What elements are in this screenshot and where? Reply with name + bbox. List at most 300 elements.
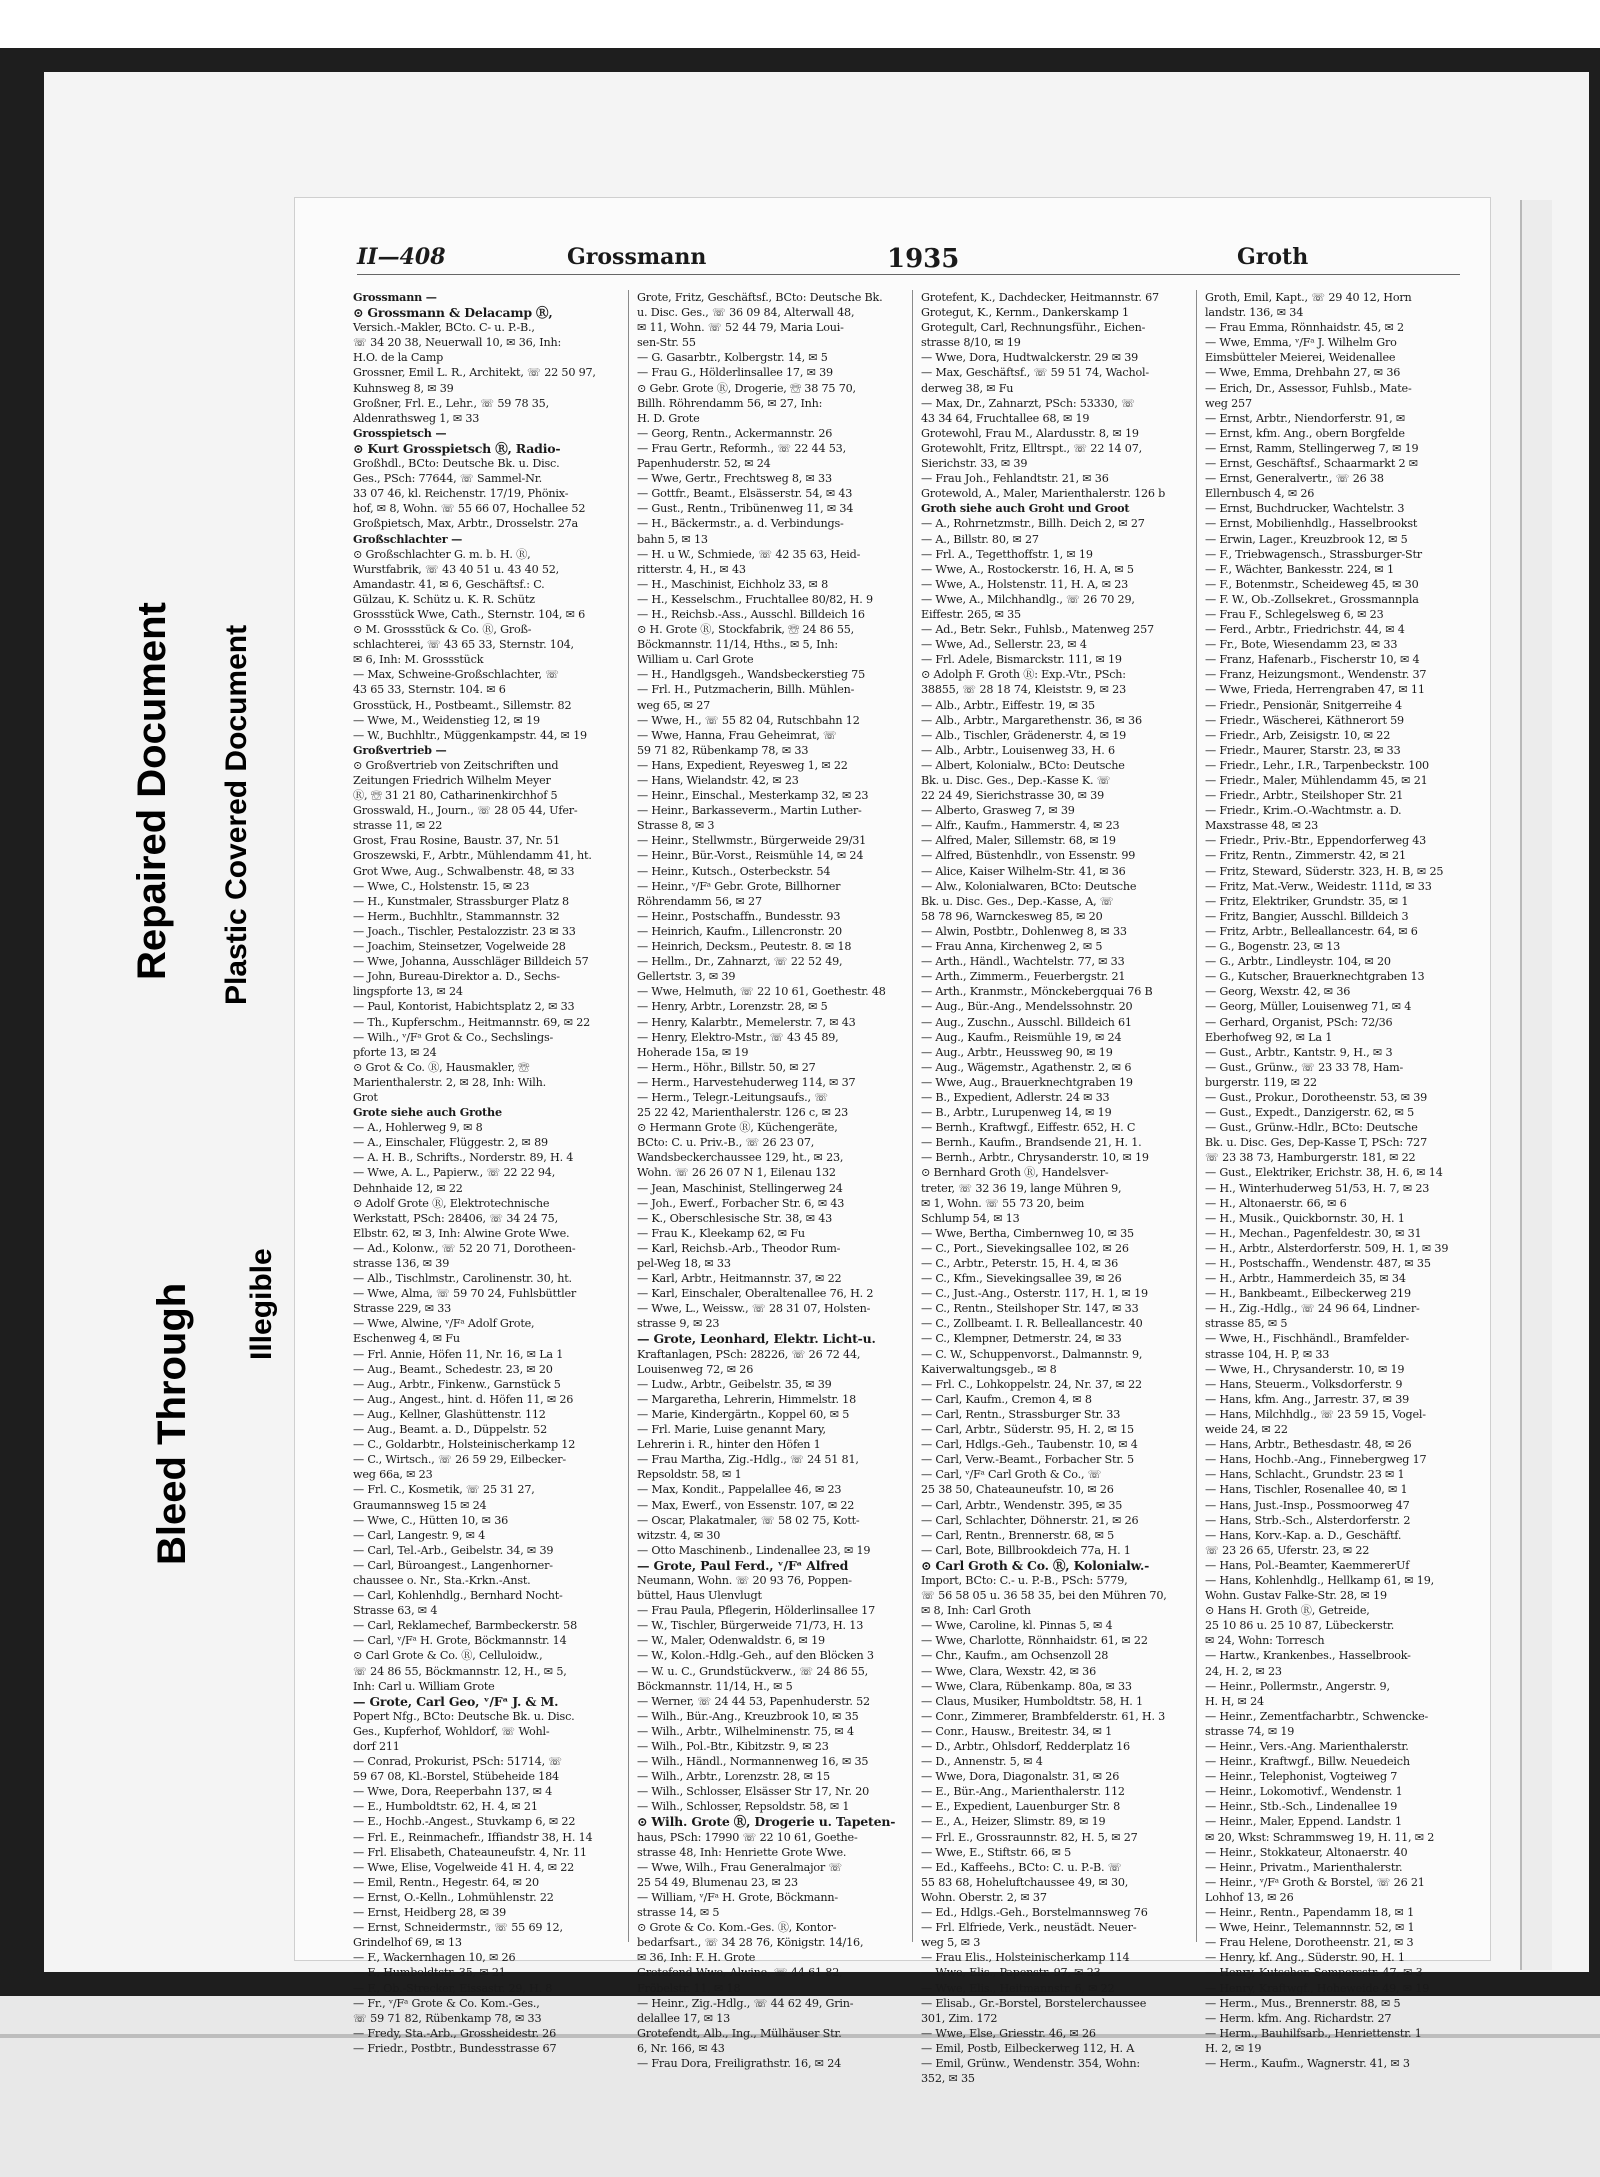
directory-entry: weide 24, ✉ 22 bbox=[1205, 1423, 1288, 1437]
directory-entry: Lehrerin i. R., hinter den Höfen 1 bbox=[637, 1438, 821, 1452]
directory-entry: — D., Annenstr. 5, ✉ 4 bbox=[921, 1755, 1043, 1769]
directory-entry: — A., Hohlerweg 9, ✉ 8 bbox=[353, 1121, 483, 1135]
directory-entry: ⊙ Adolf Grote Ⓡ, Elektrotechnische bbox=[353, 1196, 550, 1210]
directory-entry: — E., Hochb.-Angest., Stuvkamp 6, ✉ 22 bbox=[353, 1815, 576, 1829]
directory-entry: 24, H. 2, ✉ 23 bbox=[1205, 1664, 1282, 1678]
directory-entry: Grosspietsch — bbox=[353, 425, 447, 440]
directory-entry: Ⓡ, ☏ 31 21 80, Catharinenkirchhof 5 bbox=[353, 789, 558, 803]
directory-entry: — Wwe, Clara, Wexstr. 42, ✉ 36 bbox=[921, 1664, 1096, 1678]
directory-entry: Röhrendamm 56, ✉ 27 bbox=[637, 894, 762, 908]
directory-entry: — Frau Helene, Dorotheenstr. 21, ✉ 3 bbox=[1205, 1936, 1414, 1950]
directory-entry: Graumannsweg 15 ✉ 24 bbox=[353, 1498, 487, 1512]
directory-entry: dorf 211 bbox=[353, 1740, 400, 1753]
directory-entry: — Chr., Kaufm., am Ochsenzoll 28 bbox=[921, 1649, 1109, 1663]
directory-entry: H. D. Grote bbox=[637, 411, 700, 425]
directory-entry: — Frl. Adele, Bismarckstr. 111, ✉ 19 bbox=[921, 653, 1122, 667]
directory-entry: Eberhofweg 92, ✉ La 1 bbox=[1205, 1030, 1333, 1044]
directory-entry: — Emil, Grünw., Wendenstr. 354, Wohn: bbox=[921, 2056, 1140, 2070]
directory-entry: — Heinr., Postschaffn., Bundesstr. 93 bbox=[637, 909, 841, 923]
directory-entry: Inh: Carl u. William Grote bbox=[353, 1679, 495, 1693]
directory-entry: Werkstatt, PSch: 28406, ☏ 34 24 75, bbox=[353, 1211, 558, 1225]
directory-entry: — A. H. B., Schrifts., Norderstr. 89, H. 4 bbox=[353, 1151, 574, 1165]
directory-entry: — Ed., Hdlgs.-Geh., Borstelmannsweg 76 bbox=[921, 1906, 1148, 1920]
directory-entry: — H., Maschinist, Eichholz 33, ✉ 8 bbox=[637, 577, 828, 591]
directory-entry: — Herm., Bauhilfsarb., Henriettenstr. 1 bbox=[1205, 2026, 1422, 2040]
directory-entry: chaussee o. Nr., Sta.-Krkn.-Anst. bbox=[353, 1573, 531, 1587]
directory-entry: ⊙ Hans H. Groth Ⓡ, Getreide, bbox=[1205, 1604, 1370, 1618]
directory-entry: — Wwe, H., ☏ 55 82 04, Rutschbahn 12 bbox=[637, 713, 860, 727]
directory-entry: — Alb., Tischler, Grädenerstr. 4, ✉ 19 bbox=[921, 728, 1127, 742]
directory-entry: — Hartw., Krankenbes., Hasselbrook- bbox=[1205, 1649, 1411, 1663]
directory-entry: — Heinr., Stokkateur, Altonaerstr. 40 bbox=[1205, 1845, 1408, 1859]
directory-entry: Grotefent, K., Dachdecker, Heitmannstr. 67 bbox=[921, 291, 1159, 304]
directory-entry: ✉ 1, Wohn. ☏ 55 73 20, beim bbox=[921, 1196, 1085, 1210]
directory-columns bbox=[353, 290, 1472, 2086]
directory-entry: — Wilh., Händl., Normannenweg 16, ✉ 35 bbox=[637, 1755, 869, 1769]
directory-entry: — Aug., Bür.-Ang., Mendelssohnstr. 20 bbox=[921, 1000, 1133, 1014]
directory-entry: Elbstr. 62, ✉ 3, Inh: Alwine Grote Wwe. bbox=[353, 1226, 570, 1240]
directory-entry: — Friedr., Priv.-Btr., Eppendorferweg 43 bbox=[1205, 834, 1427, 848]
directory-entry: — Werner, ☏ 24 44 53, Papenhuderstr. 52 bbox=[637, 1694, 870, 1708]
directory-entry: — Frl. E., Reinmachefr., Iffiandstr 38, H. 14 bbox=[353, 1830, 593, 1844]
label-bleed-through: Bleed Through bbox=[150, 1282, 194, 1565]
directory-entry: — Aug., Arbtr., Finkenw., Garnstück 5 bbox=[353, 1377, 561, 1391]
directory-entry: — Alb., Arbtr., Louisenweg 33, H. 6 bbox=[921, 743, 1115, 757]
directory-entry: — Arth., Zimmerm., Feuerbergstr. 21 bbox=[921, 970, 1126, 984]
directory-entry: — Ferd., Arbtr., Friedrichstr. 44, ✉ 4 bbox=[1205, 623, 1405, 637]
directory-entry: Wohn. ☏ 26 26 07 N 1, Eilenau 132 bbox=[637, 1166, 836, 1180]
directory-entry: — H., Musik., Quickbornstr. 30, H. 1 bbox=[1205, 1211, 1405, 1225]
directory-entry: — Gust., Rentn., Tribünenweg 11, ✉ 34 bbox=[637, 502, 854, 516]
directory-entry: strasse 74, ✉ 19 bbox=[1205, 1724, 1295, 1738]
directory-entry: — Heinr., Barkasseverm., Martin Luther- bbox=[637, 804, 862, 818]
directory-entry: landstr. 136, ✉ 34 bbox=[1205, 306, 1304, 320]
directory-entry: — Herm. kfm. Ang. Richardstr. 27 bbox=[1205, 2011, 1392, 2025]
directory-entry: — Ernst, Heidberg 28, ✉ 39 bbox=[353, 1906, 507, 1920]
directory-entry: — Gust., Grünw.-Hdlr., BCto: Deutsche bbox=[1205, 1121, 1418, 1135]
directory-entry: — Frl. A., Tegetthoffstr. 1, ✉ 19 bbox=[921, 547, 1093, 561]
directory-entry: strasse 11, ✉ 22 bbox=[353, 819, 443, 833]
directory-column-1 bbox=[353, 290, 620, 2055]
directory-column-2 bbox=[637, 290, 904, 2070]
header-right-word: Groth bbox=[1237, 244, 1309, 270]
directory-entry: — Frl. Elisabeth, Chateauneufstr. 4, Nr. 11 bbox=[353, 1845, 587, 1859]
directory-entry: — Henry, Elektro-Mstr., ☏ 43 45 89, bbox=[637, 1030, 839, 1044]
directory-entry: Großschlachter — bbox=[353, 531, 463, 546]
directory-entry: — Karl, Reichsb.-Arb., Theodor Rum- bbox=[637, 1241, 841, 1255]
directory-entry: Aldenrathsweg 1, ✉ 33 bbox=[353, 411, 480, 425]
directory-entry: — Wwe, C., Hütten 10, ✉ 36 bbox=[353, 1513, 509, 1527]
directory-entry: — B., Arbtr., Lurupenweg 14, ✉ 19 bbox=[921, 1106, 1112, 1120]
directory-entry: — Wwe, Dora, Reeperbahn 137, ✉ 4 bbox=[353, 1785, 553, 1799]
directory-entry: — Hans, Korv.-Kap. a. D., Geschäftf. bbox=[1205, 1528, 1402, 1542]
directory-entry: — Carl, Kaufm., Cremon 4, ✉ 8 bbox=[921, 1392, 1092, 1406]
directory-entry: 25 54 49, Blumenau 23, ✉ 23 bbox=[637, 1875, 798, 1889]
directory-entry: — Wwe, Clara, Rübenkamp. 80a, ✉ 33 bbox=[921, 1679, 1132, 1693]
directory-entry: — Ad., Betr. Sekr., Fuhlsb., Matenweg 257 bbox=[921, 623, 1154, 637]
directory-entry: — Fritz, Rentn., Zimmerstr. 42, ✉ 21 bbox=[1205, 849, 1406, 863]
directory-entry: — E., Bür.-Ang., Marienthalerstr. 112 bbox=[921, 1785, 1125, 1799]
directory-entry: — Frl. Annie, Höfen 11, Nr. 16, ✉ La 1 bbox=[353, 1347, 564, 1361]
directory-entry: — Alfred, Maler, Sillemstr. 68, ✉ 19 bbox=[921, 834, 1116, 848]
directory-entry: Grotegut, K., Kernm., Dankerskamp 1 bbox=[921, 306, 1129, 320]
directory-entry: ritterstr. 4, H., ✉ 43 bbox=[637, 562, 746, 576]
column-divider bbox=[628, 290, 629, 1942]
directory-entry: bedarfsart., ☏ 34 28 76, Königstr. 14/16, bbox=[637, 1936, 864, 1950]
directory-entry: ⊙ Carl Grote & Co. Ⓡ, Celluloidw., bbox=[353, 1649, 543, 1663]
directory-entry: — Grote, Paul Ferd., ᵛ/Fᵃ Alfred bbox=[637, 1557, 849, 1573]
directory-entry: strasse 48, Inh: Henriette Grote Wwe. bbox=[637, 1845, 847, 1859]
directory-entry: — Wwe, Bertha, Cimbernweg 10, ✉ 35 bbox=[921, 1226, 1134, 1240]
adjacent-page-edge bbox=[1520, 200, 1552, 1970]
page-number: II—408 bbox=[357, 244, 446, 270]
directory-entry: — Gerhard, Organist, PSch: 72/36 bbox=[1205, 1015, 1393, 1029]
directory-entry: — Elisab., Gr.-Borstel, Borstelerchaussee bbox=[921, 1996, 1147, 2010]
directory-entry: — Herm., Höhr., Billstr. 50, ✉ 27 bbox=[637, 1060, 816, 1074]
directory-entry: — Alb., Tischlmstr., Carolinenstr. 30, ht. bbox=[353, 1272, 572, 1286]
directory-entry: Wurstfabrik, ☏ 43 40 51 u. 43 40 52, bbox=[353, 562, 560, 576]
directory-entry: — Henry, kf. Ang., Süderstr. 90, H. 1 bbox=[1205, 1951, 1405, 1965]
directory-entry: ☏ 23 26 65, Uferstr. 23, ✉ 22 bbox=[1205, 1543, 1370, 1557]
directory-entry: Grot Wwe, Aug., Schwalbenstr. 48, ✉ 33 bbox=[353, 864, 575, 878]
directory-entry: 25 22 42, Marienthalerstr. 126 c, ✉ 23 bbox=[637, 1106, 849, 1120]
directory-entry: — Conrad, Prokurist, PSch: 51714, ☏ bbox=[353, 1755, 563, 1769]
directory-entry: — Max, Geschäftsf., ☏ 59 51 74, Wachol- bbox=[921, 366, 1149, 380]
directory-entry: Amandastr. 41, ✉ 6, Geschäftsf.: C. bbox=[353, 577, 545, 591]
directory-entry: Groszewski, F., Arbtr., Mühlendamm 41, ht. bbox=[353, 849, 592, 863]
directory-entry: haus, PSch: 17990 ☏ 22 10 61, Goethe- bbox=[637, 1830, 858, 1844]
directory-entry: — H., Postschaffn., Wendenstr. 487, ✉ 35 bbox=[1205, 1257, 1431, 1270]
directory-entry: — H., Kunstmaler, Strassburger Platz 8 bbox=[353, 894, 569, 908]
page-header bbox=[357, 244, 1460, 275]
directory-entry: 33 07 46, kl. Reichenstr. 17/19, Phönix- bbox=[353, 487, 569, 501]
directory-entry: Neumann, Wohn. ☏ 20 93 76, Poppen- bbox=[637, 1573, 852, 1587]
directory-entry: ✉ 11, Wohn. ☏ 52 44 79, Maria Loui- bbox=[637, 321, 844, 335]
directory-entry: ☏ 59 71 82, Rübenkamp 78, ✉ 33 bbox=[353, 2011, 542, 2025]
directory-entry: — Friedr., Lehr., I.R., Tarpenbeckstr. 100 bbox=[1205, 758, 1429, 772]
directory-entry: — Frau Paula, Pflegerin, Hölderlinsallee 17 bbox=[637, 1604, 875, 1618]
directory-entry: — C., Wirtsch., ☏ 26 59 29, Eilbecker- bbox=[353, 1453, 566, 1467]
directory-entry: — Carl, Tel.-Arb., Geibelstr. 34, ✉ 39 bbox=[353, 1543, 554, 1557]
directory-entry: weg 65, ✉ 27 bbox=[637, 698, 711, 712]
directory-entry: — Ernst, Arbtr., Niendorferstr. 91, ✉ bbox=[1205, 411, 1406, 425]
directory-entry: ☏ 56 58 05 u. 36 58 35, bei den Mühren 70, bbox=[921, 1589, 1167, 1603]
directory-entry: 25 10 86 u. 25 10 87, Lübeckerstr. bbox=[1205, 1619, 1395, 1633]
directory-entry: — Friedr., Arbtr., Steilshoper Str. 21 bbox=[1205, 789, 1404, 803]
directory-entry: — Ernst, Mobilienhdlg., Hasselbrookst bbox=[1205, 517, 1418, 531]
header-year: 1935 bbox=[887, 244, 960, 274]
directory-entry: — Wwe, H., Chrysanderstr. 10, ✉ 19 bbox=[1205, 1362, 1405, 1376]
directory-entry: ✉ 8, Inh: Carl Groth bbox=[921, 1604, 1031, 1618]
directory-entry: — Frl. Elfriede, Verk., neustädt. Neuer- bbox=[921, 1921, 1137, 1935]
directory-entry: — Carl, Arbtr., Wendenstr. 395, ✉ 35 bbox=[921, 1498, 1123, 1512]
directory-entry: Grosswald, H., Journ., ☏ 28 05 44, Ufer- bbox=[353, 804, 578, 818]
directory-entry: ⊙ Bernhard Groth Ⓡ, Handelsver- bbox=[921, 1166, 1109, 1180]
directory-entry: — Friedr., Pensionär, Snitgerreihe 4 bbox=[1205, 698, 1402, 712]
directory-entry: — H., Kesselschm., Fruchtallee 80/82, H. 9 bbox=[637, 592, 873, 606]
directory-entry: — Aug., Kaufm., Reismühle 19, ✉ 24 bbox=[921, 1030, 1122, 1044]
directory-entry: — Wwe, Aug., Brauerknechtgraben 19 bbox=[921, 1075, 1133, 1089]
directory-entry: Gellertstr. 3, ✉ 39 bbox=[637, 970, 736, 984]
directory-entry: — Wilh., Pol.-Btr., Kibitzstr. 9, ✉ 23 bbox=[637, 1740, 829, 1753]
directory-entry: — Heinr., Kutsch., Osterbeckstr. 54 bbox=[637, 864, 831, 878]
directory-entry: 43 34 64, Fruchtallee 68, ✉ 19 bbox=[921, 411, 1090, 425]
directory-entry: — Ernst, Generalvertr., ☏ 26 38 bbox=[1205, 472, 1384, 486]
directory-entry: — Wwe, Elise, Vogelweide 41 H. 4, ✉ 22 bbox=[353, 1860, 575, 1874]
directory-entry: — Wilh., ᵛ/Fᵃ Grot & Co., Sechslings- bbox=[353, 1030, 554, 1044]
directory-entry: — Heinr., Maler, Eppend. Landstr. 1 bbox=[1205, 1815, 1402, 1829]
directory-entry: — Frl. C., Lohkoppelstr. 24, Nr. 37, ✉ 22 bbox=[921, 1377, 1142, 1391]
directory-entry: Kuhnsweg 8, ✉ 39 bbox=[353, 381, 454, 395]
directory-entry: Repsoldstr. 58, ✉ 1 bbox=[637, 1468, 742, 1482]
directory-entry: — Wwe, Emma, ᵛ/Fᵃ J. Wilhelm Gro bbox=[1205, 336, 1397, 350]
directory-entry: — H., Zig.-Hdlg., ☏ 24 96 64, Lindner- bbox=[1205, 1302, 1420, 1316]
directory-entry: — E., Humboldtstr. 62, H. 4, ✉ 21 bbox=[353, 1800, 538, 1814]
directory-entry: — Hans, Strb.-Sch., Alsterdorferstr. 2 bbox=[1205, 1513, 1411, 1527]
directory-entry: — Hans, Pol.-Beamter, KaemmererUf bbox=[1205, 1558, 1410, 1572]
directory-entry: — Carl, Schlachter, Döhnerstr. 21, ✉ 26 bbox=[921, 1513, 1139, 1527]
directory-entry: 59 71 82, Rübenkamp 78, ✉ 33 bbox=[637, 743, 809, 757]
directory-entry: — Carl, Bote, Billbrookdeich 77a, H. 1 bbox=[921, 1543, 1131, 1557]
directory-entry: — C. W., Schuppenvorst., Dalmannstr. 9, bbox=[921, 1347, 1143, 1361]
directory-entry: — Max, Kondit., Pappelallee 46, ✉ 23 bbox=[637, 1483, 842, 1497]
directory-entry: — Max, Dr., Zahnarzt, PSch: 53330, ☏ bbox=[921, 396, 1135, 410]
directory-entry: — Hans, Tischler, Rosenallee 40, ✉ 1 bbox=[1205, 1483, 1408, 1497]
directory-entry: ⊙ Hermann Grote Ⓡ, Küchengeräte, bbox=[637, 1121, 838, 1135]
directory-entry: — Wwe, Charlotte, Rönnhaidstr. 61, ✉ 22 bbox=[921, 1634, 1148, 1648]
directory-entry: — G., Bogenstr. 23, ✉ 13 bbox=[1205, 940, 1341, 954]
directory-entry: — Heinr., Telephonist, Vogteiweg 7 bbox=[1205, 1770, 1398, 1784]
directory-entry: weg 66a, ✉ 23 bbox=[353, 1468, 433, 1482]
directory-entry: — Frl. C., Kosmetik, ☏ 25 31 27, bbox=[353, 1483, 535, 1497]
directory-entry: — D., Arbtr., Ohlsdorf, Redderplatz 16 bbox=[921, 1740, 1130, 1753]
directory-entry: — Herm., Buchhltr., Stammannstr. 32 bbox=[353, 909, 560, 923]
directory-entry: ⊙ Grot & Co. Ⓡ, Hausmakler, ☏ bbox=[353, 1060, 530, 1074]
directory-entry: — H., Arbtr., Alsterdorferstr. 509, H. 1, ✉ 39 bbox=[1205, 1241, 1449, 1255]
directory-entry: — Fritz, Elektriker, Grundstr. 35, ✉ 1 bbox=[1205, 894, 1409, 908]
directory-entry: — A., Rohrnetzmstr., Billh. Deich 2, ✉ 27 bbox=[921, 517, 1145, 531]
directory-entry: — Carl, Hdlgs.-Geh., Taubenstr. 10, ✉ 4 bbox=[921, 1438, 1138, 1452]
directory-entry: — Gust., Expedt., Danzigerstr. 62, ✉ 5 bbox=[1205, 1106, 1415, 1120]
label-plastic-covered: Plastic Covered Document bbox=[220, 624, 253, 1005]
directory-entry: — Aug., Arbtr., Heussweg 90, ✉ 19 bbox=[921, 1045, 1113, 1059]
directory-entry: — Franz, Hafenarb., Fischerstr 10, ✉ 4 bbox=[1205, 653, 1420, 667]
directory-entry: Marienthalerstr. 2, ✉ 28, Inh: Wilh. bbox=[353, 1075, 546, 1089]
directory-entry: Wohn. Oberstr. 2, ✉ 37 bbox=[921, 1890, 1047, 1904]
directory-entry: Kraftanlagen, PSch: 28226, ☏ 26 72 44, bbox=[637, 1347, 861, 1361]
directory-entry: Grotegult, Carl, Rechnungsführ., Eichen- bbox=[921, 321, 1146, 335]
directory-entry: delallee 17, ✉ 13 bbox=[637, 2011, 731, 2025]
directory-entry: — Frau Elis., Holsteinischerkamp 114 bbox=[921, 1951, 1130, 1965]
directory-entry: — Ad., Kolonw., ☏ 52 20 71, Dorotheen- bbox=[353, 1241, 576, 1255]
directory-entry: Großpietsch, Max, Arbtr., Drosselstr. 27a bbox=[353, 517, 578, 531]
directory-column-4 bbox=[1205, 290, 1472, 2070]
directory-entry: sen-Str. 55 bbox=[637, 336, 696, 350]
directory-entry: — W. u. C., Grundstückverw., ☏ 24 86 55, bbox=[637, 1664, 869, 1678]
directory-entry: Schlump 54, ✉ 13 bbox=[921, 1211, 1020, 1225]
directory-entry: — W., Tischler, Bürgerweide 71/73, H. 13 bbox=[637, 1619, 864, 1633]
directory-entry: — C., Port., Sievekingsallee 102, ✉ 26 bbox=[921, 1241, 1129, 1255]
directory-entry: derweg 38, ✉ Fu bbox=[921, 381, 1014, 395]
directory-entry: — H., Handlgsgeh., Wandsbeckerstieg 75 bbox=[637, 668, 865, 682]
directory-entry: — Wwe, Hanna, Frau Geheimrat, ☏ bbox=[637, 728, 837, 742]
directory-entry: Fröbelstr. 11, ✉ 18 bbox=[637, 1981, 741, 1995]
directory-entry: — Hans, Schlacht., Grundstr. 23 ✉ 1 bbox=[1205, 1468, 1405, 1482]
directory-entry: — Alfred, Büstenhdlr., von Essenstr. 99 bbox=[921, 849, 1136, 863]
directory-entry: 301, Zim. 172 bbox=[921, 2011, 998, 2025]
directory-entry: — Heinr., Lokomotivf., Wendenstr. 1 bbox=[1205, 1785, 1403, 1799]
directory-entry: strasse 104, H. P, ✉ 33 bbox=[1205, 1347, 1330, 1361]
directory-entry: — E., Expedient, Lauenburger Str. 8 bbox=[921, 1800, 1121, 1814]
directory-entry: — Frl. H., Putzmacherin, Billh. Mühlen- bbox=[637, 683, 855, 697]
directory-entry: — C., Klempner, Detmerstr. 24, ✉ 33 bbox=[921, 1332, 1122, 1346]
directory-entry: — F. W., Ob.-Zollsekret., Grossmannpla bbox=[1205, 592, 1419, 606]
directory-entry: — Gust., Arbtr., Kantstr. 9, H., ✉ 3 bbox=[1205, 1045, 1393, 1059]
directory-entry: — C., Kfm., Sievekingsallee 39, ✉ 26 bbox=[921, 1272, 1122, 1286]
directory-entry: Bk. u. Disc. Ges, Dep-Kasse T, PSch: 727 bbox=[1205, 1136, 1427, 1150]
directory-entry: — Wilh., Schlosser, Elsässer Str 17, Nr. 20 bbox=[637, 1785, 870, 1799]
directory-entry: — Erich, Dr., Assessor, Fuhlsb., Mate- bbox=[1205, 381, 1412, 395]
directory-entry: — Heinrich, Decksm., Peutestr. 8. ✉ 18 bbox=[637, 940, 852, 954]
directory-entry: Ellernbusch 4, ✉ 26 bbox=[1205, 487, 1315, 501]
directory-entry: — William, ᵛ/Fᵃ H. Grote, Böckmann- bbox=[637, 1890, 838, 1904]
directory-entry: ⊙ Grote & Co. Kom.-Ges. Ⓡ, Kontor- bbox=[637, 1921, 837, 1935]
directory-entry: — Max, Ewerf., von Essenstr. 107, ✉ 22 bbox=[637, 1498, 855, 1512]
directory-entry: — John, Bureau-Direktor a. D., Sechs- bbox=[353, 970, 560, 984]
directory-entry: — Heinr., Kraftwgf., Billw. Neuedeich bbox=[1205, 1755, 1410, 1769]
directory-entry: — Heinr., Stb.-Sch., Lindenallee 19 bbox=[1205, 1800, 1398, 1814]
directory-entry: — Jean, Maschinist, Stellingerweg 24 bbox=[637, 1181, 843, 1195]
directory-entry: — Carl, ᵛ/Fᵃ H. Grote, Böckmannstr. 14 bbox=[353, 1634, 567, 1648]
directory-entry: — Heinrich, Kaufm., Lillencronstr. 20 bbox=[637, 924, 842, 938]
directory-entry: — Wwe, Ad., Sellerstr. 23, ✉ 4 bbox=[921, 638, 1087, 652]
directory-entry: — E., A., Heizer, Slimstr. 89, ✉ 19 bbox=[921, 1815, 1106, 1829]
directory-entry: — Oscar, Plakatmaler, ☏ 58 02 75, Kott- bbox=[637, 1513, 860, 1527]
directory-entry: pforte 13, ✉ 24 bbox=[353, 1045, 437, 1059]
directory-entry: strasse 9, ✉ 23 bbox=[637, 1317, 720, 1331]
directory-entry: Großhdl., BCto: Deutsche Bk. u. Disc. bbox=[353, 457, 560, 471]
directory-entry: — Wwe, Else, Griesstr. 46, ✉ 26 bbox=[921, 2026, 1096, 2040]
header-left-word: Grossmann bbox=[567, 244, 707, 270]
directory-entry: Grossmann — bbox=[353, 290, 437, 304]
directory-entry: ✉ 6, Inh: M. Grossstück bbox=[353, 653, 484, 667]
directory-entry: — Friedr., Maler, Mühlendamm 45, ✉ 21 bbox=[1205, 774, 1428, 787]
directory-entry: ⊙ Wilh. Grote Ⓡ, Drogerie u. Tapeten- bbox=[637, 1814, 896, 1830]
directory-entry: ⊙ H. Grote Ⓡ, Stockfabrik, ☏ 24 86 55, bbox=[637, 623, 855, 637]
directory-entry: Grotewohl, Frau M., Alardusstr. 8, ✉ 19 bbox=[921, 426, 1139, 440]
directory-entry: — Wwe, M., Weidenstieg 12, ✉ 19 bbox=[353, 713, 540, 727]
directory-entry: — Aug., Wägemstr., Agathenstr. 2, ✉ 6 bbox=[921, 1060, 1132, 1074]
directory-entry: — Wwe, Elis., Heitmannstr. 6, ✉ 22 bbox=[921, 1981, 1115, 1995]
directory-entry: — Frau Martha, Zig.-Hdlg., ☏ 24 51 81, bbox=[637, 1453, 859, 1467]
directory-entry: strasse 8/10, ✉ 19 bbox=[921, 336, 1021, 350]
directory-entry: 25 38 50, Chateauneufstr. 10, ✉ 26 bbox=[921, 1483, 1114, 1497]
directory-entry: — Wwe, A., Milchhandlg., ☏ 26 70 29, bbox=[921, 592, 1135, 606]
directory-entry: — Gottfr., Beamt., Elsässerstr. 54, ✉ 43 bbox=[637, 487, 853, 501]
directory-entry: — C., Rentn., Steilshoper Str. 147, ✉ 33 bbox=[921, 1302, 1139, 1316]
directory-entry: — Heinr., Zementfacharbtr., Schwencke- bbox=[1205, 1709, 1429, 1723]
directory-entry: H. 2, ✉ 19 bbox=[1205, 2041, 1262, 2055]
directory-entry: — H., Bankbeamt., Eilbeckerweg 219 bbox=[1205, 1287, 1411, 1301]
directory-entry: Grossner, Emil L. R., Architekt, ☏ 22 50 97, bbox=[353, 366, 596, 380]
directory-entry: — Wwe, Alwine, ᵛ/Fᵃ Adolf Grote, bbox=[353, 1317, 535, 1331]
directory-entry: — Gust., Elektriker, Erichstr. 38, H. 6, ✉ 14 bbox=[1205, 1166, 1443, 1180]
directory-entry: — Frau Anna, Kirchenweg 2, ✉ 5 bbox=[921, 940, 1103, 954]
directory-entry: — Conr., Zimmerer, Brambfelderstr. 61, H. 3 bbox=[921, 1709, 1166, 1723]
directory-entry: — Hans, Hochb.-Ang., Finnebergweg 17 bbox=[1205, 1453, 1427, 1467]
directory-entry: — Henry, Arbtr., Lorenzstr. 28, ✉ 5 bbox=[637, 1000, 828, 1014]
directory-entry: — Heinr., Einschal., Mesterkamp 32, ✉ 23 bbox=[637, 789, 869, 803]
directory-entry: Grotewold, A., Maler, Marienthalerstr. 126 b bbox=[921, 487, 1166, 501]
directory-entry: Strasse 8, ✉ 3 bbox=[637, 819, 715, 833]
directory-entry: — Aug., Beamt. a. D., Düppelstr. 52 bbox=[353, 1423, 548, 1437]
directory-entry: strasse 85, ✉ 5 bbox=[1205, 1317, 1288, 1331]
directory-entry: Eiffestr. 265, ✉ 35 bbox=[921, 607, 1021, 621]
directory-entry: lingspforte 13, ✉ 24 bbox=[353, 985, 463, 999]
directory-entry: — Alwin, Postbtr., Dohlenweg 8, ✉ 33 bbox=[921, 924, 1127, 938]
directory-entry: — H., Arbtr., Hammerdeich 35, ✉ 34 bbox=[1205, 1272, 1406, 1286]
directory-entry: Bk. u. Disc. Ges., Dep.-Kasse K. ☏ bbox=[921, 774, 1111, 787]
directory-entry: Louisenweg 72, ✉ 26 bbox=[637, 1362, 754, 1376]
label-repaired: Repaired Document bbox=[130, 602, 174, 980]
directory-entry: — Heinr., Zig.-Hdlg., ☏ 44 62 49, Grin- bbox=[637, 1996, 854, 2010]
directory-entry: — A., Einschaler, Flüggestr. 2, ✉ 89 bbox=[353, 1136, 548, 1150]
directory-entry: — K., Oberschlesische Str. 38, ✉ 43 bbox=[637, 1211, 833, 1225]
directory-entry: — Otto Maschinenb., Lindenallee 23, ✉ 19 bbox=[637, 1543, 871, 1557]
directory-entry: Wohn. Gustav Falke-Str. 28, ✉ 19 bbox=[1205, 1589, 1387, 1603]
directory-entry: Hoherade 15a, ✉ 19 bbox=[637, 1045, 749, 1059]
directory-entry: — Frau Gertr., Reformh., ☏ 22 44 53, bbox=[637, 441, 846, 455]
directory-entry: weg 257 bbox=[1205, 396, 1252, 410]
directory-entry: H. H, ✉ 24 bbox=[1205, 1694, 1264, 1708]
directory-entry: — H., Altonaerstr. 66, ✉ 6 bbox=[1205, 1196, 1347, 1210]
directory-entry: — Wwe, Elis., Papenstr. 97, ✉ 23 bbox=[921, 1966, 1101, 1980]
directory-entry: — Max, Schweine-Großschlachter, ☏ bbox=[353, 668, 559, 682]
directory-entry: — Bernh., Kraftwgf., Eiffestr. 652, H. C bbox=[921, 1121, 1136, 1135]
directory-entry: Eschenweg 4, ✉ Fu bbox=[353, 1332, 460, 1346]
directory-entry: — Carl, Arbtr., Süderstr. 95, H. 2, ✉ 15 bbox=[921, 1423, 1134, 1437]
directory-entry: — Wwe, Wilh., Frau Generalmajor ☏ bbox=[637, 1860, 843, 1874]
directory-entry: Zeitungen Friedrich Wilhelm Meyer bbox=[353, 774, 551, 787]
directory-entry: — Alb., Arbtr., Margarethenstr. 36, ✉ 36 bbox=[921, 713, 1142, 727]
directory-entry: — Bernh., Arbtr., Chrysanderstr. 10, ✉ 19 bbox=[921, 1151, 1149, 1165]
directory-entry: Gülzau, K. Schütz u. K. R. Schütz bbox=[353, 592, 535, 606]
directory-entry: — Hans, Steuerm., Volksdorferstr. 9 bbox=[1205, 1377, 1403, 1391]
directory-entry: — Joachim, Steinsetzer, Vogelweide 28 bbox=[353, 940, 566, 954]
directory-entry: — Henry, Kraftwgf., Hoheweide 49, ✉ 19 bbox=[1205, 1981, 1430, 1995]
directory-entry: — F., Wächter, Bankesstr. 224, ✉ 1 bbox=[1205, 562, 1394, 576]
directory-entry: — F., Wackernhagen 10, ✉ 26 bbox=[353, 1951, 516, 1965]
directory-entry: — Paul, Kontorist, Habichtsplatz 2, ✉ 33 bbox=[353, 1000, 575, 1014]
directory-entry: — Heinr., Privatm., Marienthalerstr. bbox=[1205, 1860, 1403, 1874]
directory-entry: Ges., Kupferhof, Wohldorf, ☏ Wohl- bbox=[353, 1724, 550, 1738]
top-margin bbox=[0, 0, 1600, 48]
directory-entry: — Wwe, L., Weissw., ☏ 28 31 07, Holsten- bbox=[637, 1302, 871, 1316]
directory-entry: Grote siehe auch Grothe bbox=[353, 1105, 502, 1120]
directory-entry: — Fritz, Mat.-Verw., Weidestr. 111d, ✉ 33 bbox=[1205, 879, 1432, 893]
directory-entry: — Carl, Kohlenhdlg., Bernhard Nocht- bbox=[353, 1589, 563, 1603]
directory-entry: 55 83 68, Hoheluftchaussee 49, ✉ 30, bbox=[921, 1875, 1129, 1889]
directory-entry: BCto: C. u. Priv.-B., ☏ 26 23 07, bbox=[637, 1136, 815, 1150]
directory-entry: 43 65 33, Sternstr. 104. ✉ 6 bbox=[353, 683, 506, 697]
directory-entry: — Arth., Händl., Wachtelstr. 77, ✉ 33 bbox=[921, 955, 1125, 969]
directory-entry: — Frl. Marie, Luise genannt Mary, bbox=[637, 1423, 826, 1437]
directory-entry: H.O. de la Camp bbox=[353, 351, 444, 365]
directory-entry: — Frl. E., Grossraunnstr. 82, H. 5, ✉ 27 bbox=[921, 1830, 1138, 1844]
directory-entry: ☏ 23 38 73, Hamburgerstr. 181, ✉ 22 bbox=[1205, 1151, 1416, 1165]
directory-entry: — Hans, Just.-Insp., Possmoorweg 47 bbox=[1205, 1498, 1410, 1512]
directory-entry: weg 5, ✉ 3 bbox=[921, 1936, 981, 1950]
